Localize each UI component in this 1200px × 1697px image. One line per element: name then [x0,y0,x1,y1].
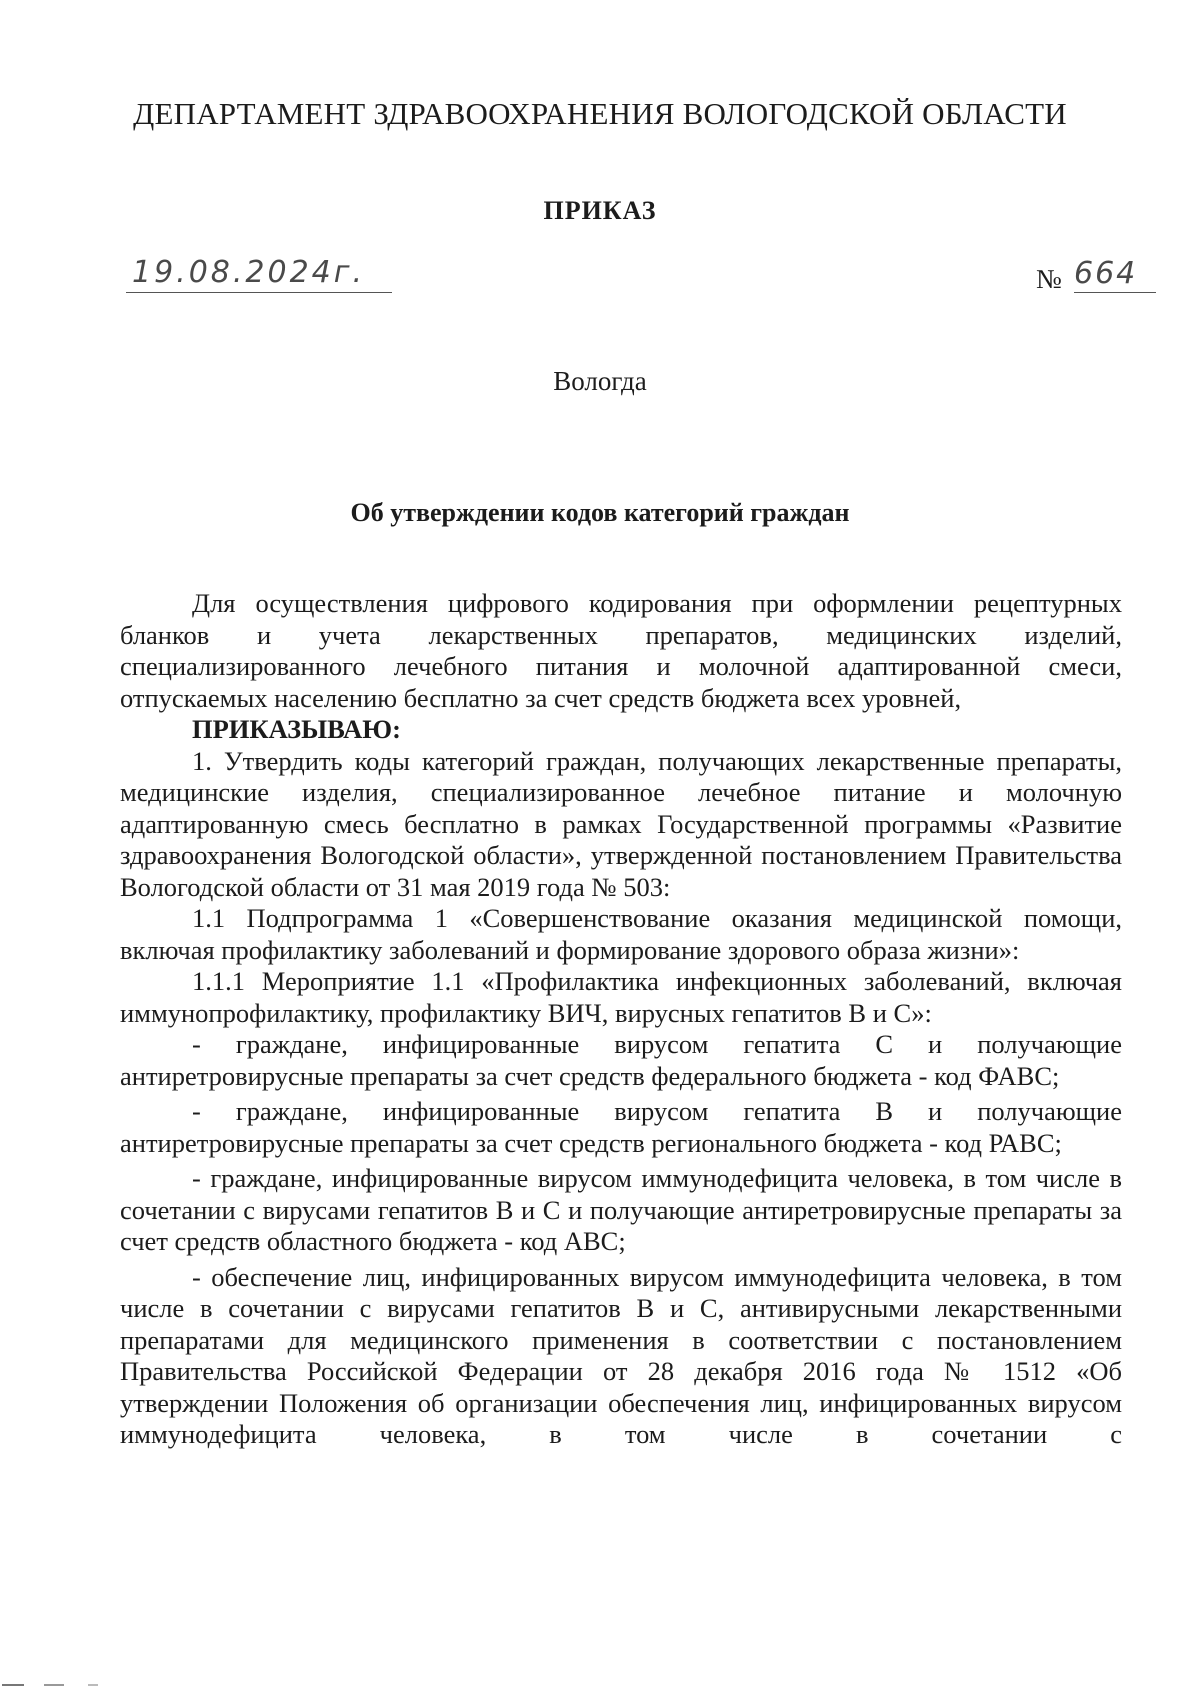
order-number [1036,258,1166,298]
number-sign: № [1036,264,1062,294]
city-name: Вологда [553,366,647,396]
preamble-paragraph: Для осуществления цифрового кодирования при оформлении рецептурных бланков и учета лекарственных препаратов, медицинских изделий, специализированного лечебного питания и молочной адаптированной смеси, отпускаемых населению бесплатно за счет средств бюджета всех уровней, [120,588,1122,713]
scan-artifact [0,1682,110,1688]
clause-paragraph: 1. Утвердить коды категорий граждан, получающих лекарственные препараты, медицинские изделия, специализированное лечебное питание и молочную адаптированную смесь бесплатно в рамках Государственной программы «Развитие здравоохранения Вологодской области», утвержденной постановлением Правительства Вологодской области от 31 мая 2019 года № 503: [120,745,1122,902]
list-paragraph: - граждане, инфицированные вирусом гепатита С и получающие антиретровирусные препараты за счет средств федерального бюджета - код ФАВС; [120,1029,1122,1091]
document-body [120,588,1122,1451]
clause-paragraph: 1.1.1 Мероприятие 1.1 «Профилактика инфекционных заболеваний, включая иммунопрофилактику, профилактику ВИЧ, вирусных гепатитов В и С»: [120,966,1122,1028]
list-paragraph: - граждане, инфицированные вирусом гепатита В и получающие антиретровирусные препараты за счет средств регионального бюджета - код РАВС; [120,1096,1122,1158]
department-heading: ДЕПАРТАМЕНТ ЗДРАВООХРАНЕНИЯ ВОЛОГОДСКОЙ ОБЛАСТИ [133,96,1067,131]
list-paragraph: - граждане, инфицированные вирусом иммунодефицита человека, в том числе в сочетании с вирусами гепатитов В и С и получающие антиретровирусные препараты за счет средств областного бюджета - код АВС; [120,1163,1122,1256]
clause-paragraph: 1.1 Подпрограмма 1 «Совершенствование оказания медицинской помощи, включая профилактику заболеваний и формирование здорового образа жизни»: [120,903,1122,965]
order-directive: ПРИКАЗЫВАЮ: [192,714,401,744]
handwritten-date: 19.08.2024г. [126,256,392,293]
order-title: ПРИКАЗ [543,196,657,225]
handwritten-number: 664 [1074,258,1156,293]
order-subject: Об утверждении кодов категорий граждан [350,498,850,527]
list-paragraph: - обеспечение лиц, инфицированных вирусом иммунодефицита человека, в том числе в сочетании с вирусами гепатитов В и С, антивирусными лекарственными препаратами для медицинского применения в соответствии с постановлением Правительства Российской Федерации от 28 декабря 2016 года № 1512 «Об утверждении Положения об организации обеспечения лиц, инфицированных вирусом иммунодефицита человека, в том числе в сочетании с [120,1261,1122,1449]
